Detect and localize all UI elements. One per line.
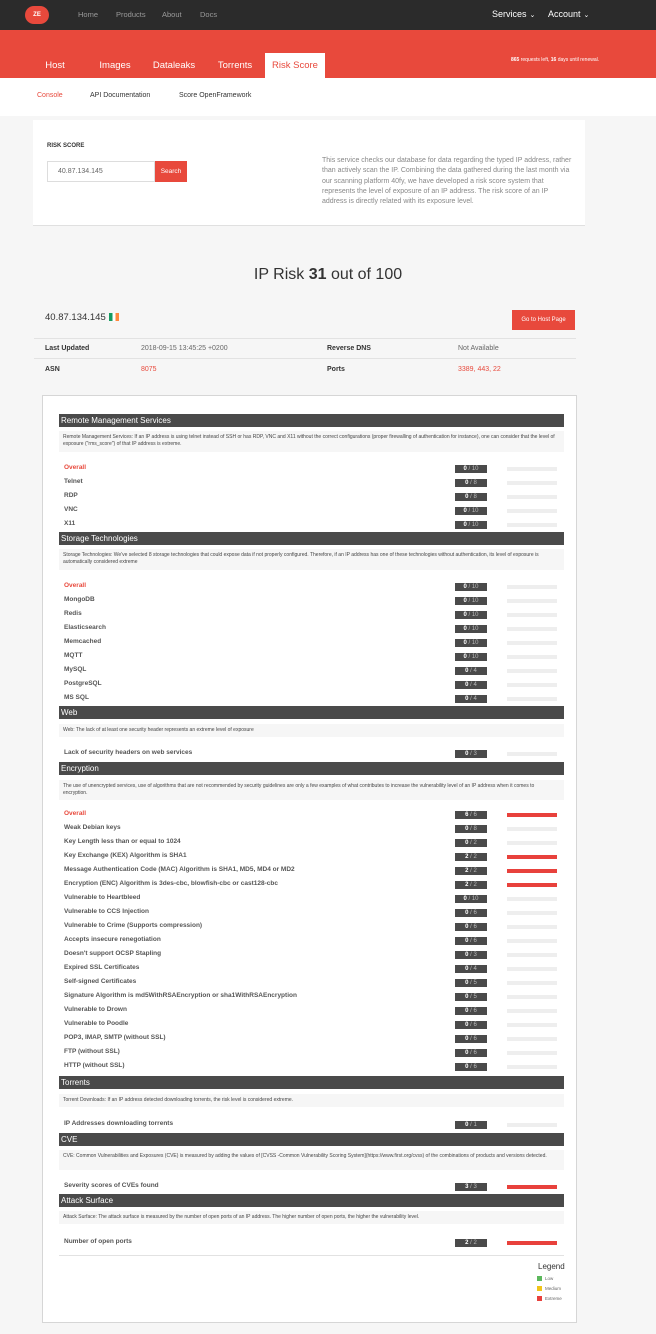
score-max: / 8 — [468, 826, 477, 832]
score-max: / 3 — [468, 1184, 477, 1190]
score-number: 0 — [465, 696, 469, 702]
score-label-redis: Redis — [64, 610, 82, 617]
score-bar-vulnerable-to-drown — [507, 1009, 557, 1013]
score-value-message-authentication-code-mac-algorithm-is-sha1-md5-md4-or-md2 — [455, 867, 487, 875]
risk-suffix: out of 100 — [326, 266, 403, 283]
score-label-memcached: Memcached — [64, 638, 102, 645]
tab-risk-score[interactable]: Risk Score — [265, 53, 325, 78]
score-number: 0 — [465, 952, 469, 958]
score-bar-overall — [507, 467, 557, 471]
score-value-ms-sql — [455, 695, 487, 703]
score-max: / 6 — [468, 1008, 477, 1014]
tab-host[interactable]: Host — [45, 60, 65, 71]
ip-address: 40.87.134.145 — [45, 312, 106, 323]
score-value-vulnerable-to-heartbleed — [455, 895, 487, 903]
product-header — [0, 30, 656, 78]
score-bar-x11 — [507, 523, 557, 527]
score-number: 0 — [465, 751, 469, 757]
score-label-mongodb: MongoDB — [64, 596, 95, 603]
score-max: / 10 — [466, 466, 479, 472]
score-number: 0 — [465, 980, 469, 986]
score-label-ms-sql: MS SQL — [64, 694, 89, 701]
score-number: 0 — [463, 654, 467, 660]
score-bar-pop3-imap-smtp-without-ssl — [507, 1037, 557, 1041]
score-max: / 10 — [466, 640, 479, 646]
score-bar-ip-addresses-downloading-torrents — [507, 1123, 557, 1127]
score-number: 0 — [465, 494, 469, 500]
score-bar-vulnerable-to-crime-supports-compression — [507, 925, 557, 929]
account-label: Account — [548, 9, 581, 19]
score-value-key-exchange-kex-algorithm-is-sha1 — [455, 853, 487, 861]
score-value-vulnerable-to-drown — [455, 1007, 487, 1015]
score-value-vnc — [455, 507, 487, 515]
score-bar-weak-debian-keys — [507, 827, 557, 831]
score-value-mongodb — [455, 597, 487, 605]
score-max: / 6 — [468, 938, 477, 944]
score-bar-ftp-without-ssl — [507, 1051, 557, 1055]
score-bar-overall — [507, 585, 557, 589]
score-value-overall — [455, 811, 487, 819]
score-label-message-authentication-code-mac-algorithm-is-sha1-md5-md4-or-md2: Message Authentication Code (MAC) Algorithm is SHA1, MD5, MD4 or MD2 — [64, 866, 295, 873]
section-description-cve: CVE: Common Vulnerabilities and Exposures (CVE) is measured by adding the values of [CVSS -Common Vulnerability Scoring System](https://www.first.org/cvss) of the combinations of products and versions detected. — [59, 1150, 564, 1170]
score-bar-telnet — [507, 481, 557, 485]
score-value-vulnerable-to-poodle — [455, 1021, 487, 1029]
ports-value: 3389, 443, 22 — [458, 366, 501, 373]
score-number: 0 — [463, 508, 467, 514]
score-number: 0 — [465, 910, 469, 916]
score-number: 0 — [463, 466, 467, 472]
score-number: 2 — [465, 882, 469, 888]
legend-extreme — [537, 1296, 562, 1301]
score-card — [42, 395, 577, 1323]
score-max: / 2 — [468, 840, 477, 846]
score-label-overall: Overall — [64, 810, 87, 817]
subnav-console[interactable]: Console — [37, 92, 63, 99]
score-bar-vulnerable-to-ccs-injection — [507, 911, 557, 915]
score-number: 0 — [465, 938, 469, 944]
nav-products-link[interactable]: Products — [116, 10, 146, 19]
section-description-encryption: The use of unencrypted services, use of algorithms that are not recommended by security guidelines are only a few examples of what contributes to increase the vulnerability level of an IP address when it comes to encryption. — [59, 780, 564, 800]
score-number: 0 — [465, 1008, 469, 1014]
section-description-storage-technologies: Storage Technologies: We've selected 8 storage technologies that could expose data if not properly configured. Therefore, if an IP address has one of these technologies without authentication, its level of exposure is automatically considered extreme — [59, 549, 564, 570]
legend-medium-swatch — [537, 1286, 542, 1291]
score-value-lack-of-security-headers-on-web-services — [455, 750, 487, 758]
nav-about-link[interactable]: About — [162, 10, 182, 19]
score-bar-memcached — [507, 641, 557, 645]
score-max: / 2 — [468, 868, 477, 874]
score-label-telnet: Telnet — [64, 478, 83, 485]
days-text: days until renewal. — [556, 57, 600, 63]
score-label-key-exchange-kex-algorithm-is-sha1: Key Exchange (KEX) Algorithm is SHA1 — [64, 852, 187, 859]
score-value-self-signed-certificates — [455, 979, 487, 987]
service-description: This service checks our database for data regarding the typed IP address, rather than actively scan the IP. Combining the data gathered during the last month via our scanning platform 40fy, we have developed a risk score system that represents the level of exposure of an IP address. The risk score of an IP address is directly related with its exposure level. — [322, 157, 572, 206]
score-value-rdp — [455, 493, 487, 501]
score-label-vulnerable-to-drown: Vulnerable to Drown — [64, 1006, 127, 1013]
nav-home-link[interactable]: Home — [78, 10, 99, 19]
ireland-flag-icon — [109, 313, 119, 321]
score-max: / 10 — [466, 654, 479, 660]
score-bar-vulnerable-to-poodle — [507, 1023, 557, 1027]
score-label-x11: X11 — [64, 520, 76, 527]
score-max: / 2 — [468, 854, 477, 860]
score-label-mysql: MySQL — [64, 666, 87, 673]
score-label-ip-addresses-downloading-torrents: IP Addresses downloading torrents — [64, 1120, 174, 1127]
score-value-http-without-ssl — [455, 1063, 487, 1071]
score-max: / 2 — [468, 882, 477, 888]
score-label-self-signed-certificates: Self-signed Certificates — [64, 978, 137, 985]
score-label-overall: Overall — [64, 464, 87, 471]
account-menu[interactable] — [548, 9, 589, 19]
score-label-vulnerable-to-ccs-injection: Vulnerable to CCS Injection — [64, 908, 149, 915]
legend-low-swatch — [537, 1276, 542, 1281]
score-max: / 6 — [468, 1050, 477, 1056]
top-navbar — [0, 0, 656, 30]
score-label-key-length-less-than-or-equal-to-1024: Key Length less than or equal to 1024 — [64, 838, 181, 845]
legend-extreme-label: Extreme — [545, 1296, 562, 1301]
score-bar-vulnerable-to-heartbleed — [507, 897, 557, 901]
score-value-expired-ssl-certificates — [455, 965, 487, 973]
score-bar-postgresql — [507, 683, 557, 687]
score-bar-fill — [507, 883, 557, 887]
section-description-attack-surface: Attack Surface: The attack surface is measured by the number of open ports of an IP address. The higher number of open ports, the higher the vulnerability level. — [59, 1211, 564, 1224]
score-max: / 4 — [468, 668, 477, 674]
section-description-torrents: Torrent Downloads: If an IP address detected downloading torrents, the risk level is considered extreme. — [59, 1094, 564, 1107]
score-label-vulnerable-to-heartbleed: Vulnerable to Heartbleed — [64, 894, 141, 901]
score-value-accepts-insecure-renegotiation — [455, 937, 487, 945]
score-max: / 6 — [468, 1036, 477, 1042]
score-bar-message-authentication-code-mac-algorithm-is-sha1-md5-md4-or-md2 — [507, 869, 557, 873]
score-bar-elasticsearch — [507, 627, 557, 631]
score-bar-number-of-open-ports — [507, 1241, 557, 1245]
score-bar-overall — [507, 813, 557, 817]
score-label-rdp: RDP — [64, 492, 78, 499]
section-header-cve: CVE — [59, 1133, 564, 1146]
legend-low-label: Low — [545, 1276, 554, 1281]
score-number: 0 — [463, 584, 467, 590]
score-value-vulnerable-to-crime-supports-compression — [455, 923, 487, 931]
score-bar-fill — [507, 813, 557, 817]
score-label-elasticsearch: Elasticsearch — [64, 624, 106, 631]
score-bar-self-signed-certificates — [507, 981, 557, 985]
score-label-vnc: VNC — [64, 506, 78, 513]
score-bar-mysql — [507, 669, 557, 673]
score-label-http-without-ssl: HTTP (without SSL) — [64, 1062, 125, 1069]
requests-text: requests left, — [519, 57, 551, 63]
score-value-vulnerable-to-ccs-injection — [455, 909, 487, 917]
score-label-overall: Overall — [64, 582, 87, 589]
score-max: / 10 — [466, 896, 479, 902]
section-header-encryption: Encryption — [59, 762, 564, 775]
section-description-web: Web: The lack of at least one security header represents an extreme level of exposure — [59, 724, 564, 737]
score-number: 2 — [465, 854, 469, 860]
score-max: / 4 — [468, 696, 477, 702]
score-value-encryption-enc-algorithm-is-3des-cbc-blowfish-cbc-or-cast128-cbc — [455, 881, 487, 889]
services-label: Services — [492, 9, 527, 19]
score-value-severity-scores-of-cves-found — [455, 1183, 487, 1191]
section-header-web: Web — [59, 706, 564, 719]
risk-score-label: RISK SCORE — [47, 143, 85, 149]
score-label-number-of-open-ports: Number of open ports — [64, 1238, 132, 1245]
score-max: / 6 — [468, 924, 477, 930]
score-number: 0 — [465, 1064, 469, 1070]
score-value-overall — [455, 583, 487, 591]
subnav-score-openframework[interactable]: Score OpenFramework — [179, 92, 252, 99]
score-bar-fill — [507, 1185, 557, 1189]
score-bar-mqtt — [507, 655, 557, 659]
score-label-vulnerable-to-crime-supports-compression: Vulnerable to Crime (Supports compression) — [64, 922, 203, 929]
score-number: 0 — [463, 612, 467, 618]
score-max: / 10 — [466, 522, 479, 528]
tab-images[interactable]: Images — [99, 60, 131, 71]
go-to-host-page-button[interactable]: Go to Host Page — [512, 310, 575, 330]
ip-search-input[interactable]: 40.87.134.145 — [47, 161, 155, 182]
score-value-ftp-without-ssl — [455, 1049, 487, 1057]
legend-title: Legend — [538, 1262, 565, 1271]
score-value-memcached — [455, 639, 487, 647]
score-label-doesn-t-support-ocsp-stapling: Doesn't support OCSP Stapling — [64, 950, 162, 957]
score-number: 0 — [465, 826, 469, 832]
score-label-accepts-insecure-renegotiation: Accepts insecure renegotiation — [64, 936, 161, 943]
score-number: 0 — [465, 1036, 469, 1042]
score-number: 6 — [465, 812, 469, 818]
legend-divider — [59, 1255, 564, 1256]
score-max: / 2 — [468, 1240, 477, 1246]
score-number: 0 — [463, 522, 467, 528]
score-value-overall — [455, 465, 487, 473]
score-bar-encryption-enc-algorithm-is-3des-cbc-blowfish-cbc-or-cast128-cbc — [507, 883, 557, 887]
score-value-x11 — [455, 521, 487, 529]
legend-medium-label: Medium — [545, 1286, 562, 1291]
score-max: / 4 — [468, 682, 477, 688]
score-bar-expired-ssl-certificates — [507, 967, 557, 971]
score-label-encryption-enc-algorithm-is-3des-cbc-blowfish-cbc-or-cast128-cbc: Encryption (ENC) Algorithm is 3des-cbc, blowfish-cbc or cast128-cbc — [64, 880, 278, 887]
score-max: / 5 — [468, 980, 477, 986]
score-value-pop3-imap-smtp-without-ssl — [455, 1035, 487, 1043]
score-label-pop3-imap-smtp-without-ssl: POP3, IMAP, SMTP (without SSL) — [64, 1034, 166, 1041]
score-value-key-length-less-than-or-equal-to-1024 — [455, 839, 487, 847]
days-until-renewal: 16 — [550, 57, 557, 63]
score-bar-signature-algorithm-is-md5withrsaencryption-or-sha1withrsaencryption — [507, 995, 557, 999]
section-header-attack-surface: Attack Surface — [59, 1194, 564, 1207]
score-label-ftp-without-ssl: FTP (without SSL) — [64, 1048, 120, 1055]
score-value-postgresql — [455, 681, 487, 689]
score-number: 0 — [465, 1022, 469, 1028]
score-value-mysql — [455, 667, 487, 675]
divider — [34, 358, 576, 359]
nav-docs-link[interactable]: Docs — [200, 10, 218, 19]
last-updated-label: Last Updated — [45, 345, 90, 352]
score-value-ip-addresses-downloading-torrents — [455, 1121, 487, 1129]
score-max: / 3 — [468, 952, 477, 958]
score-max: / 3 — [468, 751, 477, 757]
score-max: / 8 — [468, 480, 477, 486]
score-number: 2 — [465, 1240, 469, 1246]
score-bar-doesn-t-support-ocsp-stapling — [507, 953, 557, 957]
score-label-mqtt: MQTT — [64, 652, 83, 659]
score-label-severity-scores-of-cves-found: Severity scores of CVEs found — [64, 1182, 159, 1189]
ip-address-row — [45, 312, 119, 323]
score-number: 2 — [465, 868, 469, 874]
score-number: 0 — [465, 480, 469, 486]
score-number: 0 — [465, 1050, 469, 1056]
score-label-postgresql: PostgreSQL — [64, 680, 102, 687]
asn-label: ASN — [45, 366, 60, 373]
score-bar-mongodb — [507, 599, 557, 603]
score-value-telnet — [455, 479, 487, 487]
ports-label: Ports — [327, 366, 345, 373]
services-menu[interactable] — [492, 9, 535, 19]
tab-torrents[interactable]: Torrents — [217, 60, 253, 71]
score-number: 0 — [463, 598, 467, 604]
score-max: / 8 — [468, 494, 477, 500]
risk-prefix: IP Risk — [253, 266, 309, 283]
score-max: / 6 — [468, 1064, 477, 1070]
score-max: / 6 — [468, 812, 477, 818]
score-bar-key-length-less-than-or-equal-to-1024 — [507, 841, 557, 845]
score-bar-key-exchange-kex-algorithm-is-sha1 — [507, 855, 557, 859]
risk-score-search-panel — [33, 120, 585, 226]
score-number: 0 — [465, 994, 469, 1000]
score-max: / 10 — [466, 508, 479, 514]
score-bar-severity-scores-of-cves-found — [507, 1185, 557, 1189]
score-bar-fill — [507, 1241, 557, 1245]
score-number: 0 — [465, 668, 469, 674]
request-quota — [511, 56, 621, 64]
score-value-signature-algorithm-is-md5withrsaencryption-or-sha1withrsaencryption — [455, 993, 487, 1001]
legend-medium — [537, 1286, 561, 1291]
ip-risk-headline — [0, 266, 656, 284]
score-value-doesn-t-support-ocsp-stapling — [455, 951, 487, 959]
score-value-number-of-open-ports — [455, 1239, 487, 1247]
search-button[interactable]: Search — [155, 161, 187, 182]
score-number: 0 — [465, 966, 469, 972]
score-max: / 6 — [468, 910, 477, 916]
section-header-torrents: Torrents — [59, 1076, 564, 1089]
score-bar-fill — [507, 855, 557, 859]
sub-navbar — [0, 78, 656, 116]
last-updated-value: 2018-09-15 13:45:25 +0200 — [141, 345, 228, 352]
score-max: / 10 — [466, 598, 479, 604]
score-number: 0 — [465, 840, 469, 846]
reverse-dns-label: Reverse DNS — [327, 345, 371, 352]
section-header-storage-technologies: Storage Technologies — [59, 532, 564, 545]
reverse-dns-value: Not Available — [458, 345, 499, 352]
score-label-weak-debian-keys: Weak Debian keys — [64, 824, 121, 831]
score-number: 0 — [465, 682, 469, 688]
score-bar-fill — [507, 869, 557, 873]
subnav-api-documentation[interactable]: API Documentation — [90, 92, 151, 99]
score-number: 3 — [465, 1184, 469, 1190]
score-value-weak-debian-keys — [455, 825, 487, 833]
score-label-expired-ssl-certificates: Expired SSL Certificates — [64, 964, 140, 971]
score-max: / 5 — [468, 994, 477, 1000]
score-value-redis — [455, 611, 487, 619]
section-header-remote-management-services: Remote Management Services — [59, 414, 564, 427]
score-bar-vnc — [507, 509, 557, 513]
score-bar-lack-of-security-headers-on-web-services — [507, 752, 557, 756]
score-value-mqtt — [455, 653, 487, 661]
chevron-down-icon: ⌄ — [529, 12, 536, 19]
score-bar-redis — [507, 613, 557, 617]
score-max: / 10 — [466, 626, 479, 632]
tab-dataleaks[interactable]: Dataleaks — [152, 60, 196, 71]
score-label-signature-algorithm-is-md5withrsaencryption-or-sha1withrsaencryption: Signature Algorithm is md5WithRSAEncryption or sha1WithRSAEncryption — [64, 992, 297, 999]
risk-score-value: 31 — [308, 266, 327, 283]
score-max: / 4 — [468, 966, 477, 972]
section-description-remote-management-services: Remote Management Services: If an IP address is using telnet instead of SSH or has RDP, VNC and X11 without the correct configurations (proper firewalling of authentication for instance), one can consider that the level of exposure ("rms_score") of that IP address is extreme. — [59, 431, 564, 452]
score-number: 0 — [463, 626, 467, 632]
brand-logo[interactable]: ZE — [25, 6, 49, 24]
score-number: 0 — [463, 896, 467, 902]
score-max: / 10 — [466, 584, 479, 590]
score-bar-http-without-ssl — [507, 1065, 557, 1069]
score-number: 0 — [465, 1122, 469, 1128]
score-bar-accepts-insecure-renegotiation — [507, 939, 557, 943]
divider — [34, 338, 576, 339]
score-number: 0 — [463, 640, 467, 646]
score-max: / 6 — [468, 1022, 477, 1028]
requests-left: 865 — [511, 57, 520, 63]
legend-low — [537, 1276, 553, 1281]
legend-extreme-swatch — [537, 1296, 542, 1301]
score-max: / 1 — [468, 1122, 477, 1128]
chevron-down-icon: ⌄ — [583, 12, 590, 19]
score-label-lack-of-security-headers-on-web-services: Lack of security headers on web services — [64, 749, 193, 756]
score-max: / 10 — [466, 612, 479, 618]
asn-link[interactable]: 8075 — [141, 366, 157, 373]
score-bar-rdp — [507, 495, 557, 499]
score-label-vulnerable-to-poodle: Vulnerable to Poodle — [64, 1020, 129, 1027]
score-value-elasticsearch — [455, 625, 487, 633]
score-bar-ms-sql — [507, 697, 557, 701]
score-number: 0 — [465, 924, 469, 930]
